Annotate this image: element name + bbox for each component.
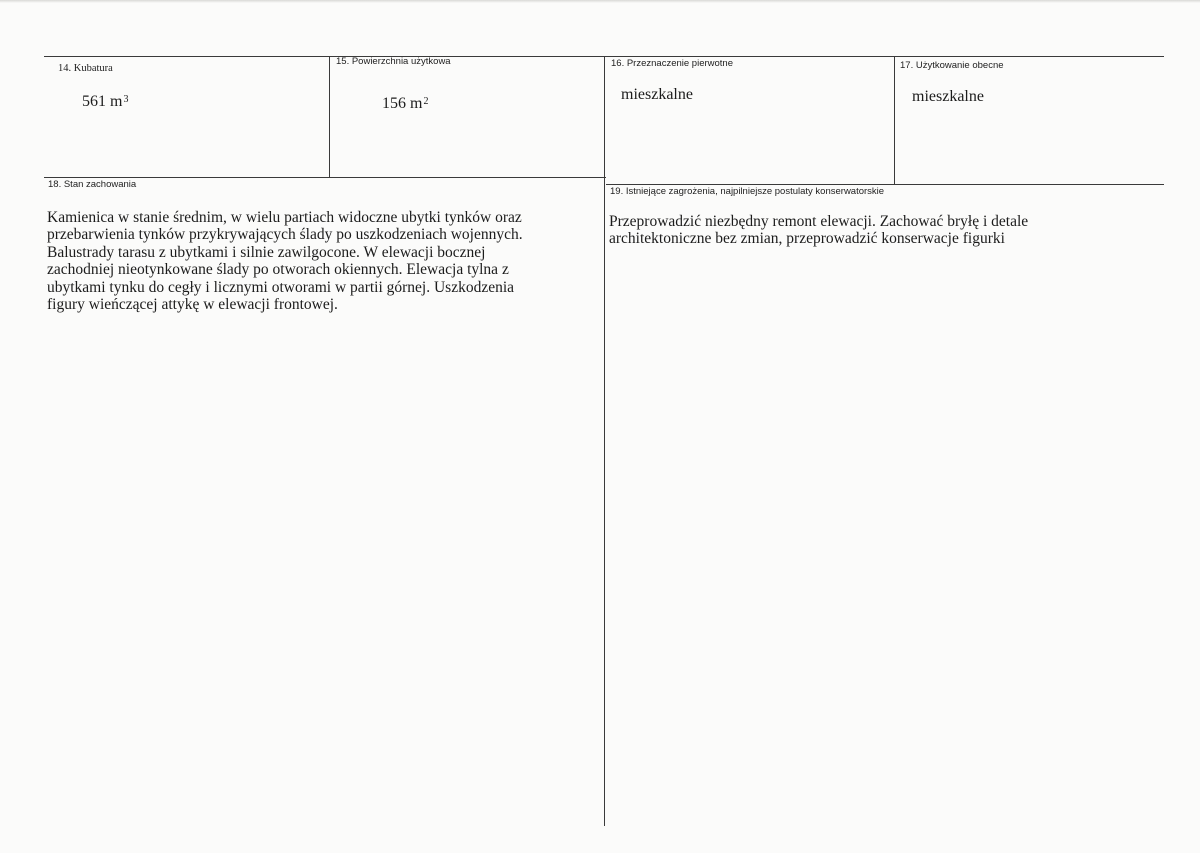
kubatura-label: 14. Kubatura [58, 63, 113, 74]
stan-line: figury wieńczącej attykę w elewacji frontowej. [47, 296, 338, 314]
kubatura-unit-exponent: 3 [123, 94, 129, 105]
powierzchnia-number: 156 m [382, 95, 423, 112]
zagrozenia-label: 19. Istniejące zagrożenia, najpilniejsze postulaty konserwatorskie [610, 186, 885, 197]
stan-line: Kamienica w stanie średnim, w wielu partiach widoczne ubytki tynków oraz [47, 209, 522, 226]
przeznaczenie-label: 16. Przeznaczenie pierwotne [611, 58, 733, 69]
stan-line: przebarwienia tynków przykrywających ślady po uszkodzeniach wojennych. [47, 226, 523, 244]
col-divider-1 [329, 56, 330, 177]
stan-label: 18. Stan zachowania [48, 179, 137, 190]
zagrozenia-text [609, 213, 1028, 248]
col-divider-3 [894, 56, 895, 184]
kubatura-number: 561 m [82, 93, 123, 110]
uzytkowanie-label: 17. Użytkowanie obecne [900, 60, 1004, 71]
powierzchnia-value [382, 95, 428, 113]
stan-line: zachodniej nieotynkowane ślady po otworach okiennych. Elewacja tylna z [47, 261, 509, 279]
zagrozenia-line: Przeprowadzić niezbędny remont elewacji. Zachować bryłę i detale [609, 213, 1029, 230]
scan-top-edge [0, 0, 1200, 3]
row-divider-right [606, 184, 1164, 185]
powierzchnia-unit-exponent: 2 [423, 96, 429, 107]
powierzchnia-label: 15. Powierzchnia użytkowa [336, 56, 451, 67]
row-divider-left [44, 177, 606, 178]
przeznaczenie-value: mieszkalne [621, 86, 693, 103]
zagrozenia-line: architektoniczne bez zmian, przeprowadzić konserwacje figurki [609, 230, 1005, 248]
stan-line: ubytkami tynku do cegły i licznymi otworami w partii górnej. Uszkodzenia [47, 278, 515, 296]
uzytkowanie-value: mieszkalne [912, 88, 984, 105]
stan-text [47, 209, 523, 313]
stan-line: Balustrady tarasu z ubytkami i silnie zawilgocone. W elewacji bocznej [47, 243, 486, 261]
kubatura-value [82, 93, 128, 111]
col-divider-main [604, 56, 605, 826]
